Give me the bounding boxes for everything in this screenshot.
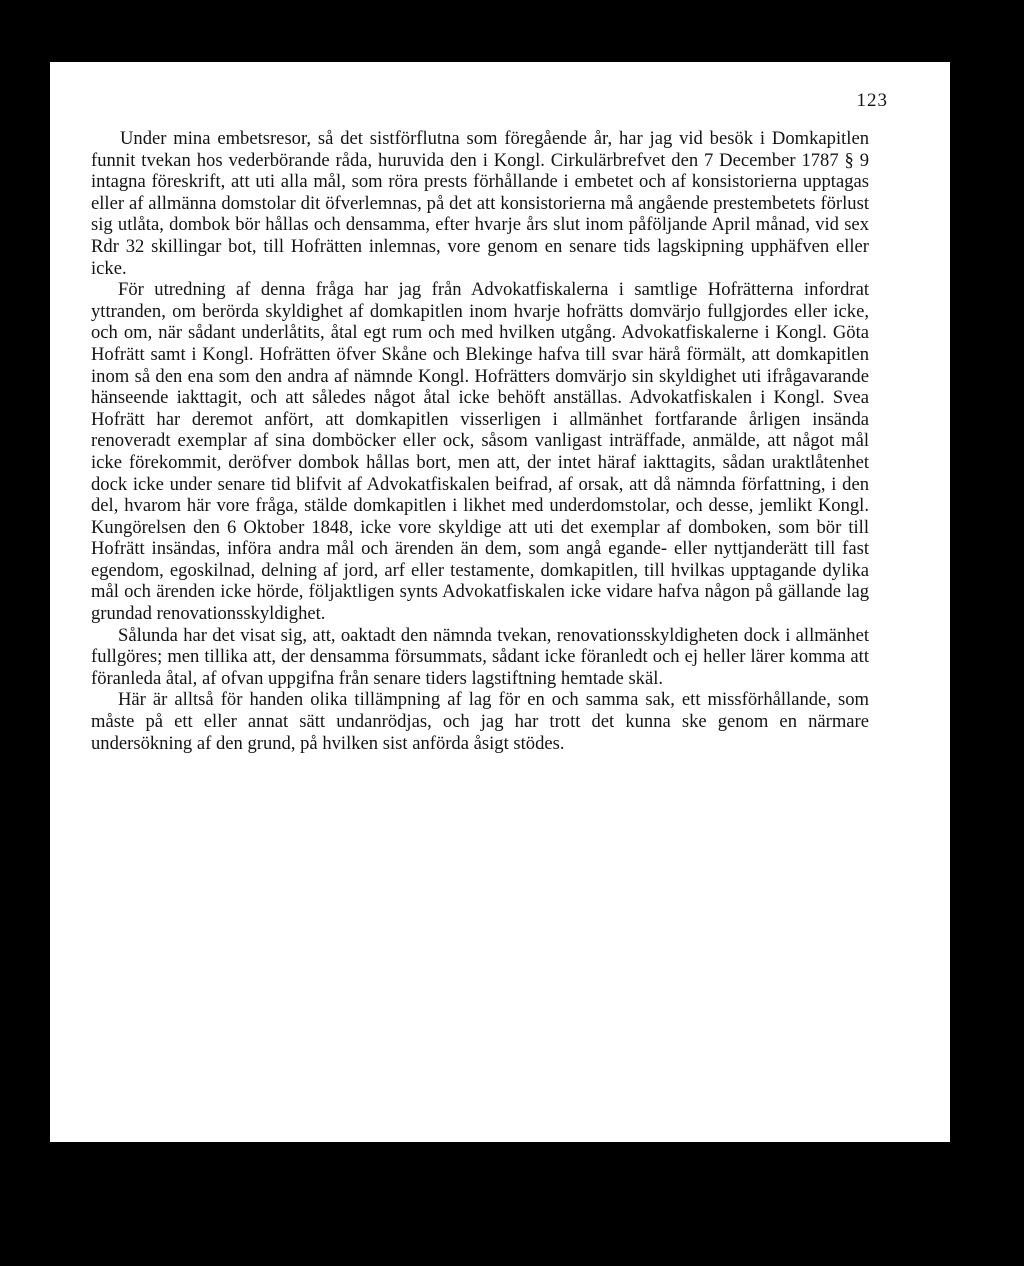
paragraph: Under mina embetsresor, så det sistförflutna som föregående år, har jag vid besök i Domkapitlen funnit tvekan hos vederbörande råda, huruvida den i Kongl. Cirkulärbrefvet den 7 December 1787 § 9 intagna föreskrift, att uti alla mål, som röra prests förhållande i embetet och af konsistorierna upptagas eller af allmänna domstolar dit öfverlemnas, på det att konsistorierna må angående prestembetets förlust sig utlåta, dombok bör hållas och densamma, efter hvarje års slut inom påföljande April månad, vid sex Rdr 32 skillingar bot, till Hofrätten inlemnas, vore genom en senare tids lagskipning upphäfven eller icke. [91,128,869,279]
body-text [91,128,869,754]
paragraph: Här är alltså för handen olika tillämpning af lag för en och samma sak, ett missförhållande, som måste på ett eller annat sätt undanrödjas, och jag har trott det kunna ske genom en närmare undersökning af den grund, på hvilken sist anförda åsigt stödes. [91,689,869,754]
page-number: 123 [856,90,888,111]
paragraph: För utredning af denna fråga har jag från Advokatfiskalerna i samtlige Hofrätterna infordrat yttranden, om berörda skyldighet af domkapitlen inom hvarje hofrätts domvärjo fullgjordes eller icke, och om, när sådant underlåtits, åtal egt rum och med hvilken utgång. Advokatfiskalerne i Kongl. Göta Hofrätt samt i Kongl. Hofrätten öfver Skåne och Blekinge hafva till svar härå förmält, att domkapitlen inom så den ena som den andra af nämnde Kongl. Hofrätters domvärjo sin skyldighet uti ifrågavarande hänseende iakttagit, och att således något åtal icke behöft anställas. Advokatfiskalen i Kongl. Svea Hofrätt har deremot anfört, att domkapitlen visserligen i allmänhet fortfarande årligen insända renoveradt exemplar af sina domböcker eller ock, såsom vanligast inträffade, anmälde, att något mål icke förekommit, deröfver dombok hållas bort, men att, der intet häraf iakttagits, sådan uraktlåtenhet dock icke under senare tid blifvit af Advokatfiskalen beifrad, af orsak, att då nämnda författning, i den del, hvarom här vore fråga, stälde domkapitlen i likhet med underdomstolar, och desse, jemlikt Kongl. Kungörelsen den 6 Oktober 1848, icke vore skyldige att uti det exemplar af domboken, som bör till Hofrätt insändas, införa andra mål och ärenden än dem, som angå egande- eller nyttjanderätt till fast egendom, egoskilnad, delning af jord, arf eller testamente, domkapitlen, till hvilkas upptagande dylika mål och ärenden icke hörde, följaktligen synts Advokatfiskalen icke vidare hafva någon på gällande lag grundad renovationsskyldighet. [91,279,869,625]
document-page [50,62,950,1142]
paragraph: Sålunda har det visat sig, att, oaktadt den nämnda tvekan, renovationsskyldigheten dock i allmänhet fullgöres; men tillika att, der densamma försummats, sådant icke föranledt och ej heller lärer komma att föranleda åtal, af ofvan uppgifna från senare tiders lagstiftning hemtade skäl. [91,624,869,689]
